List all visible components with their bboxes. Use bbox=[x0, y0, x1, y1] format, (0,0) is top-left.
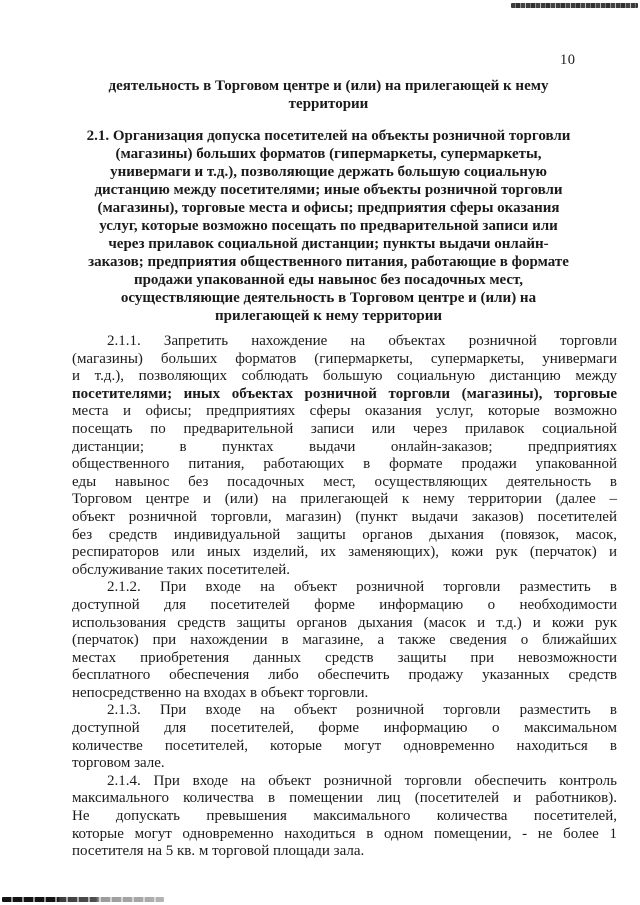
scan-artifact-bottom bbox=[2, 897, 164, 902]
carryover-heading bbox=[72, 77, 617, 113]
text-line: 2.1.2. При входе на объект розничной торговли разместить в bbox=[107, 579, 617, 596]
paragraph-2-1-2 bbox=[72, 579, 617, 702]
text-line: дистанцию между посетителями; иные объекты розничной торговли bbox=[94, 182, 563, 198]
text-line: 2.1. Организация допуска посетителей на объекты розничной торговли bbox=[86, 128, 571, 144]
text-line: обслуживание таких посетителей. bbox=[72, 561, 291, 578]
text-line: (магазины) больших форматов (гипермаркеты, супермаркеты, универмаги bbox=[72, 350, 617, 367]
text-line: количестве посетителей, которые могут одновременно находиться в bbox=[72, 737, 617, 754]
text-line: продажи упакованной еды навынос без посадочных мест, bbox=[133, 272, 524, 288]
text-line: использования средств защиты органов дыхания (масок и т.д.) и кожи рук bbox=[72, 614, 617, 631]
paragraph-2-1-1 bbox=[72, 333, 617, 579]
text-line: местах приобретения данных средств защиты при невозможности bbox=[72, 649, 617, 666]
paragraph-2-1-4 bbox=[72, 773, 617, 861]
text-line: (магазины) больших форматов (гипермаркеты, супермаркеты, bbox=[115, 146, 542, 162]
text-line: без средств индивидуальной защиты органов дыхания (повязок, масок, bbox=[72, 526, 617, 543]
page-number: 10 bbox=[560, 52, 576, 68]
text-line: услуг, которые возможно посещать по предварительной записи или bbox=[99, 218, 558, 234]
text-line: респираторов или иных изделий, их заменяющих), кожи рук (перчаток) и bbox=[72, 544, 617, 561]
text-line: 2.1.1. Запретить нахождение на объектах розничной торговли bbox=[107, 333, 617, 349]
text-line: максимального количества в помещении лиц (посетителей и работников). bbox=[72, 790, 617, 807]
text-line: торговом зале. bbox=[72, 755, 165, 772]
text-line: дистанции; в пунктах выдачи онлайн-заказов; предприятиях bbox=[72, 438, 617, 455]
text-line: (перчаток) при нахождении в магазине, а также сведения о ближайших bbox=[72, 632, 617, 649]
text-line: бесплатного обеспечения либо обеспечить продажу указанных средств bbox=[72, 667, 617, 684]
text-line: деятельность в Торговом центре и (или) на прилегающей к нему bbox=[108, 78, 549, 94]
text-line: заказов; предприятия общественного питания, работающие в формате bbox=[88, 254, 569, 270]
text-line: и т.д.), позволяющих соблюдать большую социальную дистанцию между bbox=[72, 368, 617, 385]
text-line: Торговом центре и (или) на прилегающей к нему территории (далее – bbox=[72, 491, 617, 508]
text-line: универмаги и т.д.), позволяющие держать большую социальную bbox=[110, 164, 547, 180]
text-line: территории bbox=[288, 96, 369, 112]
text-line: через прилавок социальной дистанции; пункты выдачи онлайн- bbox=[108, 236, 549, 252]
document-content bbox=[72, 77, 617, 861]
text-line: прилегающей к нему территории bbox=[215, 308, 442, 324]
text-line: доступной для посетителей, форме информацию о максимальном bbox=[72, 720, 617, 737]
text-line: доступной для посетителей форме информацию о необходимости bbox=[72, 596, 617, 613]
text-line: посетителя на 5 кв. м торговой площади зала. bbox=[72, 843, 365, 860]
text-line: посещать по предварительной записи или через прилавок социальной bbox=[72, 420, 617, 437]
text-line: еды навынос без посадочных мест, осуществляющих деятельность в bbox=[72, 473, 617, 490]
section-heading-2-1 bbox=[72, 127, 617, 325]
paragraph-2-1-3 bbox=[72, 702, 617, 772]
text-line: непосредственно на входах в объект торговли. bbox=[72, 684, 369, 701]
text-line: осуществляющие деятельность в Торговом центре и (или) на bbox=[120, 290, 537, 306]
text-line: места и офисы; предприятиях сферы оказания услуг, которые возможно bbox=[72, 403, 617, 420]
text-line: Не допускать превышения максимального количества посетителей, bbox=[72, 808, 617, 825]
scan-artifact-top bbox=[511, 3, 638, 8]
text-line: объект розничной торговли, магазин) (пункт выдачи заказов) посетителей bbox=[72, 508, 617, 525]
text-line: посетителями; иных объектах розничной торговли (магазины), торговые bbox=[72, 385, 617, 402]
text-line: (магазины), торговые места и офисы; предприятия сферы оказания bbox=[97, 200, 560, 216]
text-line: 2.1.4. При входе на объект розничной торговли обеспечить контроль bbox=[107, 772, 617, 789]
text-line: 2.1.3. При входе на объект розничной торговли разместить в bbox=[107, 702, 617, 719]
text-line: общественного питания, работающих в формате продажи упакованной bbox=[72, 456, 617, 473]
text-line: которые могут одновременно находиться в одном помещении, - не более 1 bbox=[72, 825, 617, 842]
